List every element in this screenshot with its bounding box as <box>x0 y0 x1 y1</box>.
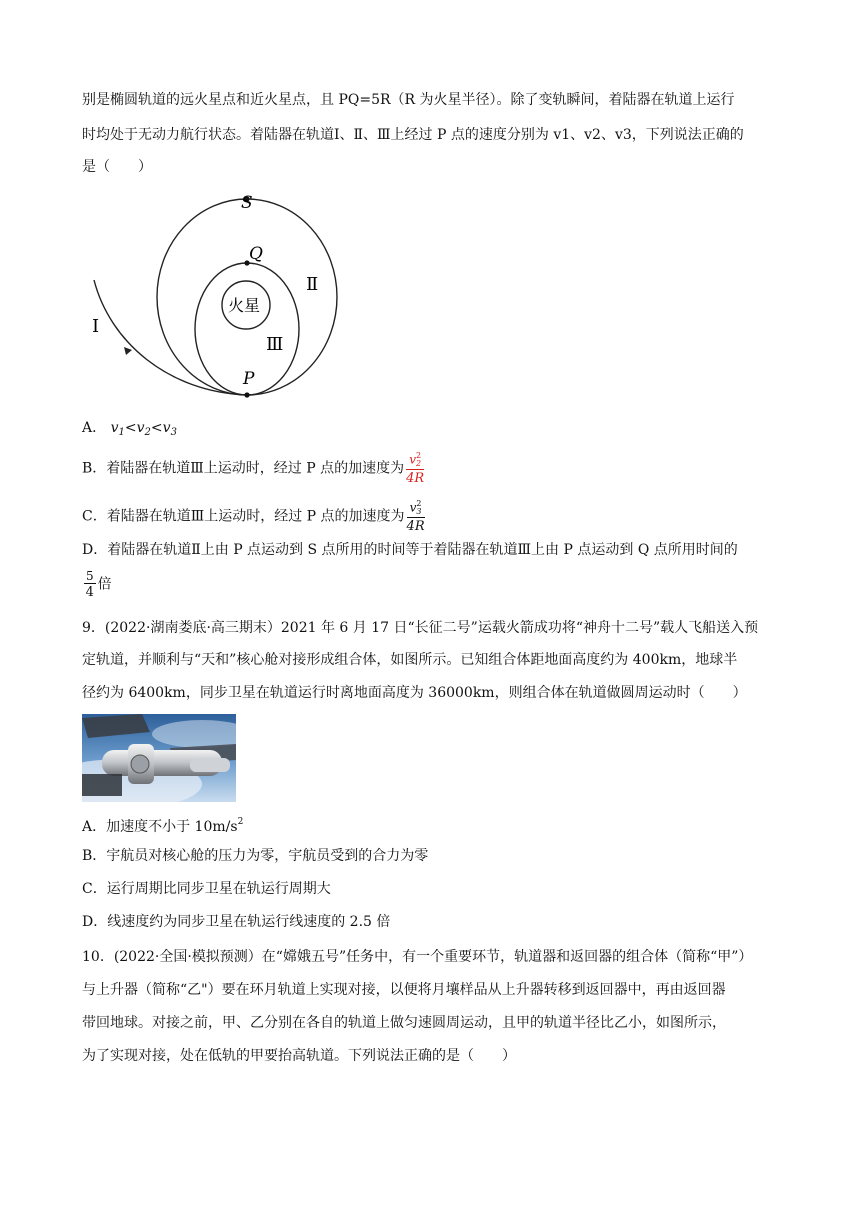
frac-den: 4R <box>406 519 425 534</box>
q9-stem-line-3: 径约为 6400km，同步卫星在轨道运行时离地面高度为 36000km，则组合体在轨道做圆周运动时（ ） <box>82 685 747 701</box>
sub-1: 1 <box>118 427 125 438</box>
frac-sub: 2 <box>415 459 422 468</box>
sub-3: 3 <box>170 427 177 438</box>
q8-stem-line-2: 时均处于无动力航行状态。着陆器在轨道Ⅰ、Ⅱ、Ⅲ上经过 P 点的速度分别为 v1、v2、v3，下列说法正确的 <box>82 127 744 143</box>
q9-option-a-text: A．加速度不小于 10m/s <box>82 819 238 835</box>
sub-2: 2 <box>144 427 151 438</box>
q8-stem-line-1: 别是椭圆轨道的远火星点和近火星点，且 PQ=5R（R 为火星半径）。除了变轨瞬间，着陆器在轨道上运行 <box>82 92 735 108</box>
var-v2: v <box>136 420 145 436</box>
frac-sub: 3 <box>416 507 422 516</box>
label-mars: 火星 <box>228 296 261 315</box>
option-b-text: B．着陆器在轨道Ⅲ上运动时，经过 P 点的加速度为 <box>82 460 405 477</box>
option-d-tail-text: 倍 <box>97 576 112 593</box>
q10-stem-line-1: 10．(2022·全国·模拟预测）在“嫦娥五号”任务中，有一个重要环节，轨道器和返回器的组合体（简称“甲”） <box>82 949 753 965</box>
q10-stem-line-3: 带回地球。对接之前，甲、乙分别在各自的轨道上做匀速圆周运动，且甲的轨道半径比乙小，如图所示， <box>82 1015 726 1031</box>
less-than-1: < <box>124 420 137 436</box>
less-than-2: < <box>150 420 163 436</box>
q9-option-d: D．线速度约为同步卫星在轨运行线速度的 2.5 倍 <box>82 914 391 930</box>
q9-stem-line-2: 定轨道，并顺利与“天和”核心舱对接形成组合体，如图所示。已知组合体距地面高度约为 400km，地球半 <box>82 652 738 668</box>
q8-option-a <box>82 418 782 443</box>
label-p: P <box>243 369 255 389</box>
point-p <box>244 392 249 397</box>
label-orbit-1: Ⅰ <box>92 316 100 337</box>
q9-option-c: C．运行周期比同步卫星在轨运行周期大 <box>82 881 331 897</box>
option-a-prefix: A． <box>82 420 107 436</box>
label-q: Q <box>249 244 263 264</box>
label-orbit-3: Ⅲ <box>266 334 284 355</box>
var-v1: v <box>110 420 119 436</box>
q9-stem-line-1: 9．(2022·湖南娄底·高三期末）2021 年 6 月 17 日“长征二号”运载火箭成功将“神舟十二号”载人飞船送入预 <box>82 620 759 636</box>
q10-stem-line-2: 与上升器（简称“乙"）要在环月轨道上实现对接，以便将月壤样品从上升器转移到返回器中，再由返回器 <box>82 982 726 998</box>
q8-stem-line-3: 是（ ） <box>82 159 152 175</box>
q8-option-c <box>82 500 782 533</box>
frac-den: 4 <box>85 585 94 600</box>
q9-option-a <box>82 812 782 837</box>
frac-v: v <box>409 500 417 515</box>
option-c-text: C．着陆器在轨道Ⅲ上运动时，经过 P 点的加速度为 <box>82 508 405 525</box>
q8-option-d-tail <box>82 570 782 599</box>
q8-option-d: D．着陆器在轨道Ⅱ上由 P 点运动到 S 点所用的时间等于着陆器在轨道Ⅲ上由 P 点运动到 Q 点所用时间的 <box>82 542 738 558</box>
option-d-fraction <box>84 570 96 599</box>
space-station-photo <box>82 714 236 802</box>
label-s: S <box>241 193 253 213</box>
q9-option-a-sup: 2 <box>237 817 244 827</box>
frac-num: 5 <box>86 569 94 583</box>
frac-sup: 2 <box>416 499 422 508</box>
frac-sup: 2 <box>415 451 422 460</box>
q10-stem-line-4: 为了实现对接，处在低轨的甲要抬高轨道。下列说法正确的是（ ） <box>82 1048 516 1064</box>
frac-v: v <box>409 452 416 467</box>
label-orbit-2: Ⅱ <box>306 274 319 295</box>
orbit-1-arrow <box>124 347 132 355</box>
option-b-fraction <box>406 452 424 485</box>
orbit-1-path <box>94 280 247 395</box>
frac-den: 4R <box>406 471 425 486</box>
orbit-diagram <box>88 192 358 404</box>
var-v3: v <box>162 420 171 436</box>
q8-option-b <box>82 452 782 485</box>
option-c-fraction <box>407 500 425 533</box>
q9-option-b: B．宇航员对核心舱的压力为零，宇航员受到的合力为零 <box>82 848 429 864</box>
